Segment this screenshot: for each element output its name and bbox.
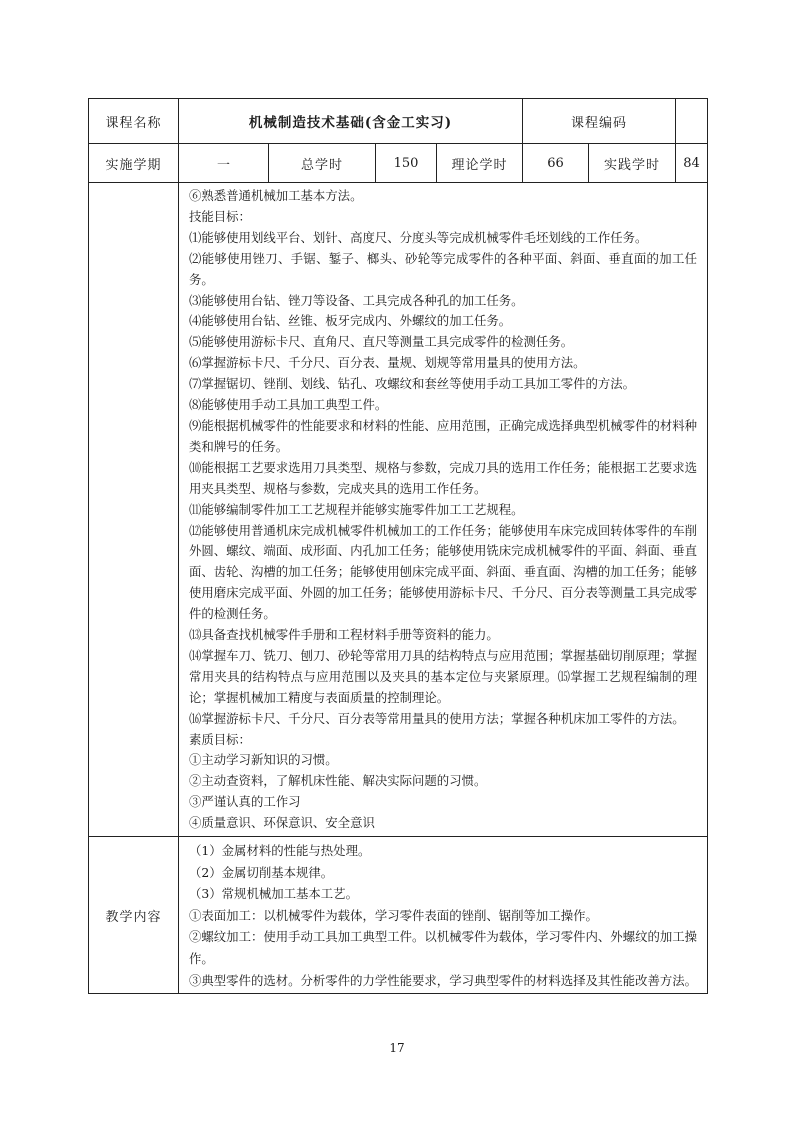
course-code-label: 课程编码 xyxy=(523,99,676,144)
theory-hours-value: 66 xyxy=(523,144,589,183)
objectives-row xyxy=(89,183,708,837)
header-row-1 xyxy=(89,99,708,144)
objective-line: ⑹掌握游标卡尺、千分尺、百分表、量规、划规等常用量具的使用方法。 xyxy=(189,355,586,371)
objective-line: 素质目标： xyxy=(189,731,251,747)
objective-line: ⑸能够使用游标卡尺、直角尺、直尺等测量工具完成零件的检测任务。 xyxy=(189,334,574,350)
content-line: ③典型零件的选材。分析零件的力学性能要求，学习典型零件的材料选择及其性能改善方法。 xyxy=(189,972,698,988)
practice-hours-value: 84 xyxy=(676,144,708,183)
objective-line: ⑻能够使用手动工具加工典型工件。 xyxy=(189,397,388,413)
objective-line: ⑽能根据工艺要求选用刀具类型、规格与参数，完成刀具的选用工作任务；能根据工艺要求选用夹具类型、规格与参数，完成夹具的选用工作任务。 xyxy=(189,459,698,496)
objectives-label xyxy=(89,183,179,837)
teaching-content-body xyxy=(179,837,708,994)
objective-line: ③严谨认真的工作习 xyxy=(189,794,301,810)
semester-label: 实施学期 xyxy=(89,144,179,183)
page-number: 17 xyxy=(389,1041,405,1055)
semester-value: 一 xyxy=(179,144,269,183)
course-name-label: 课程名称 xyxy=(89,99,179,144)
objectives-content xyxy=(179,183,708,837)
total-hours-label: 总学时 xyxy=(269,144,376,183)
objective-line: ⑿能够使用普通机床完成机械零件机械加工的工作任务；能够使用车床完成回转体零件的车削外圆、螺纹、端面、成形面、内孔加工任务；能够使用铣床完成机械零件的平面、斜面、垂直面、齿轮、沟槽的加工任务；能够使用刨床完成平面、斜面、垂直面、沟槽的加工任务；能够使用磨床完成平面、外圆的加工任务；能够使用游标卡尺、千分尺、百分表等测量工具完成零件的检测任务。 xyxy=(189,522,698,622)
course-table xyxy=(88,98,708,994)
objective-line: ⑥熟悉普通机械加工基本方法。 xyxy=(189,188,363,203)
objective-line: ⑺掌握锯切、锉削、划线、钻孔、攻螺纹和套丝等使用手动工具加工零件的方法。 xyxy=(189,376,636,392)
objective-line: 技能目标： xyxy=(189,208,251,224)
header-row-2 xyxy=(89,144,708,183)
content-line: ②螺纹加工：使用手动工具加工典型工件。以机械零件为载体，学习零件内、外螺纹的加工操作。 xyxy=(189,929,698,967)
teaching-content-label: 教学内容 xyxy=(89,837,179,994)
content-line: ①表面加工：以机械零件为载体，学习零件表面的锉削、锯削等加工操作。 xyxy=(189,907,598,923)
objective-line: ⑷能够使用台钻、丝锥、板牙完成内、外螺纹的加工任务。 xyxy=(189,313,512,329)
content-line: （1）金属材料的性能与热处理。 xyxy=(189,843,371,859)
objective-line: ⒀具备查找机械零件手册和工程材料手册等资料的能力。 xyxy=(189,627,499,643)
objective-line: ⑾能够编制零件加工工艺规程并能够实施零件加工工艺规程。 xyxy=(189,501,524,517)
theory-hours-label: 理论学时 xyxy=(437,144,523,183)
teaching-content-row xyxy=(89,837,708,994)
objective-line: ⑼能根据机械零件的性能要求和材料的性能、应用范围，正确完成选择典型机械零件的材料种类和牌号的任务。 xyxy=(189,417,698,454)
objective-line: ⑴能够使用划线平台、划针、高度尺、分度头等完成机械零件毛坯划线的工作任务。 xyxy=(189,229,648,245)
practice-hours-label: 实践学时 xyxy=(589,144,676,183)
course-code-value xyxy=(676,99,708,144)
content-line: （2）金属切削基本规律。 xyxy=(189,864,334,880)
objective-line: ⒁掌握车刀、铣刀、刨刀、砂轮等常用刀具的结构特点与应用范围；掌握基础切削原理；掌握常用夹具的结构特点与应用范围以及夹具的基本定位与夹紧原理。⒂掌握工艺规程编制的理论；掌握机械加工精度与表面质量的控制理论。 xyxy=(189,647,698,705)
objective-line: ②主动查资料，了解机床性能、解决实际问题的习惯。 xyxy=(189,773,487,789)
objective-line: ⑵能够使用锉刀、手锯、錾子、榔头、砂轮等完成零件的各种平面、斜面、垂直面的加工任务。 xyxy=(189,250,698,287)
objective-line: ④质量意识、环保意识、安全意识 xyxy=(189,815,375,831)
objective-line: ⑶能够使用台钻、锉刀等设备、工具完成各种孔的加工任务。 xyxy=(189,292,524,308)
total-hours-value: 150 xyxy=(376,144,437,183)
objective-line: ⒃掌握游标卡尺、千分尺、百分表等常用量具的使用方法；掌握各种机床加工零件的方法。 xyxy=(189,710,685,726)
course-name-value: 机械制造技术基础(含金工实习) xyxy=(179,99,523,144)
objective-line: ①主动学习新知识的习惯。 xyxy=(189,752,338,768)
content-line: （3）常规机械加工基本工艺。 xyxy=(189,886,358,902)
